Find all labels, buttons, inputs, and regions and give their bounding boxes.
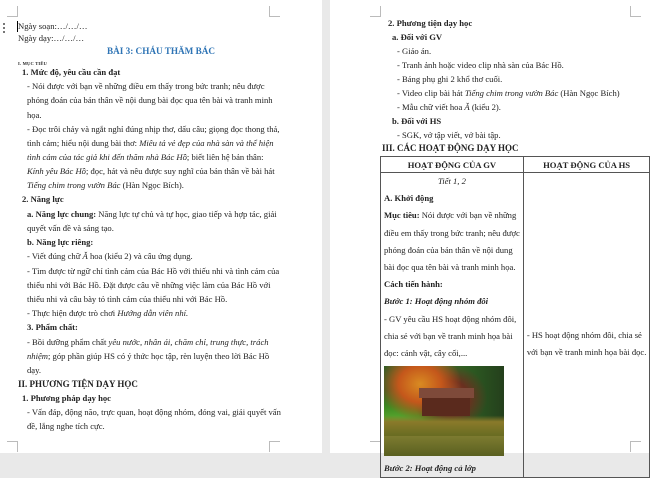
text-run: - Bồi dưỡng phẩm chất	[27, 337, 109, 347]
hs-step1-line: với bạn về tranh minh họa bài đọc.	[526, 347, 647, 358]
text-run-italic: Miêu tả vẻ đẹp của nhà sàn và thể hiện	[139, 138, 274, 148]
paragraph-line[interactable]: - Nói được với bạn về những điều em thấy trong bức tranh; nêu được	[27, 81, 265, 91]
list-item[interactable]: - Bảng phụ ghi 2 khổ thơ cuối.	[397, 74, 503, 84]
paragraph-line[interactable]: dạy.	[27, 365, 41, 375]
paragraph-line[interactable]: - Tìm được từ ngữ chỉ tình cảm của Bác Hồ với thiếu nhi và tình cảm của	[27, 266, 280, 276]
column-header-hs[interactable]: HOẠT ĐỘNG CỦA HS	[523, 157, 650, 173]
spacer	[527, 173, 647, 327]
step1-heading: Bước 1: Hoạt động nhóm đôi	[384, 296, 489, 307]
crop-mark	[630, 6, 641, 17]
ii1-heading[interactable]: 1. Phương pháp dạy học	[22, 393, 111, 403]
gv-activity-cell[interactable]	[381, 173, 524, 478]
paragraph-line[interactable]	[27, 337, 269, 348]
crop-mark	[269, 441, 280, 452]
table-header-row	[381, 157, 650, 173]
step2-heading: Bước 2: Hoạt động cả lớp	[384, 463, 476, 474]
text-run-italic: Tiếng chim trong vườn Bác	[464, 88, 559, 98]
paragraph-line[interactable]: - Vấn đáp, động não, trực quan, hoạt động nhóm, đóng vai, giải quyết vấn	[27, 407, 281, 417]
activities-table[interactable]	[380, 156, 650, 478]
section-iii-heading[interactable]: III. CÁC HOẠT ĐỘNG DẠY HỌC	[382, 143, 519, 153]
date-taught[interactable]: Ngày dạy:…/…/…	[18, 33, 85, 43]
objective-line: phỏng đoán của bản thân về nội dung	[384, 244, 513, 255]
section-i-heading[interactable]: I. MỤC TIÊU	[18, 61, 47, 66]
objective-line: bài đọc qua tên bài và tranh minh họa.	[384, 262, 516, 273]
part-a-heading: A. Khởi động	[384, 193, 434, 204]
crop-mark	[370, 6, 381, 17]
paragraph-line[interactable]: đề, lắng nghe tích cực.	[27, 421, 105, 431]
gv-step1-line: đọc: cảnh vật, cây cối,...	[384, 348, 468, 359]
objective-line	[384, 207, 520, 224]
paragraph-line[interactable]	[27, 251, 193, 262]
gv-step1-line: chia sẻ với bạn về tranh minh họa bài	[384, 330, 513, 341]
crop-mark	[269, 6, 280, 17]
text-run-italic: Ă	[464, 102, 470, 112]
image-water	[384, 436, 504, 456]
paragraph-line[interactable]: quyết vấn đề và sáng tạo.	[27, 223, 114, 233]
text-run: (kiểu 2).	[469, 102, 501, 112]
objective-label: Mục tiêu:	[384, 210, 420, 221]
paragraph-line[interactable]	[27, 180, 184, 191]
paragraph-line[interactable]: thiếu nhi và câu bày tỏ tình cảm của thiếu nhi với Bác Hồ.	[27, 294, 228, 304]
image-house	[422, 398, 470, 416]
date-prepared[interactable]: Ngày soạn:…/…/…	[18, 21, 88, 31]
text-run: Năng lực tự chủ và tự học, giao tiếp và hợp tác, giải	[96, 209, 277, 219]
paragraph-line[interactable]	[27, 209, 277, 220]
period-label: Tiết 1, 2	[437, 176, 466, 186]
text-run-italic: Tiếng chim trong vườn Bác	[27, 180, 121, 190]
text-run: ; đọc, hát và nêu được suy nghĩ của bản thân về bài hát	[85, 166, 275, 176]
text-run-bold: a. Năng lực chung:	[27, 209, 97, 219]
paragraph-line[interactable]	[27, 138, 274, 149]
s2-heading[interactable]: 2. Năng lực	[22, 194, 64, 204]
table-row	[381, 173, 650, 478]
text-run: (Hàn Ngọc Bích).	[120, 180, 184, 190]
text-run: ; góp phần giúp HS có ý thức học tập, rèn luyện theo lời Bác Hồ	[48, 351, 270, 361]
document-page-left	[0, 0, 322, 453]
text-run: (Hàn Ngọc Bích)	[558, 88, 620, 98]
text-run: - Mẫu chữ viết hoa	[397, 102, 465, 112]
objective-line: điều em thấy trong bức tranh; nêu được	[384, 227, 520, 238]
paragraph-line[interactable]	[27, 308, 188, 319]
text-run: Nói được với bạn về những	[419, 210, 517, 221]
ho-chi-minh-stilt-house-image[interactable]	[384, 366, 504, 456]
text-run: tình cảm; hiểu nội dung bài thơ:	[27, 138, 140, 148]
drag-handle-icon[interactable]	[3, 23, 6, 35]
text-run-italic: nhiệm	[27, 351, 49, 361]
paragraph-line[interactable]	[27, 152, 264, 163]
text-run: ; biết liên hệ bản thân:	[186, 152, 264, 162]
text-run: hoa (kiểu 2) và câu ứng dụng.	[87, 251, 193, 261]
s1-heading[interactable]: 1. Mức độ, yêu cầu cần đạt	[22, 67, 121, 77]
text-run-italic: tình cảm của tác giả khi đến thăm nhà Bác Hồ	[27, 152, 187, 162]
s2b-heading[interactable]: b. Năng lực riêng:	[27, 237, 94, 247]
list-item[interactable]: - Tranh ảnh hoặc video clip nhà sàn của Bác Hồ.	[397, 60, 564, 70]
text-run: - Thực hiện được trò chơi	[27, 308, 118, 318]
column-header-gv[interactable]: HOẠT ĐỘNG CỦA GV	[381, 157, 524, 173]
crop-mark	[7, 6, 18, 17]
text-run-italic: yêu nước, nhân ái, chăm chỉ, trung thực, trách	[108, 337, 269, 347]
paragraph-line[interactable]: thiếu nhi với Bác Hồ. Đặt được câu về những việc làm của Bác Hồ với	[27, 280, 271, 290]
text-run: - Video clip bài hát	[397, 88, 465, 98]
paragraph-line[interactable]	[27, 166, 275, 177]
procedure-label: Cách tiến hành:	[384, 279, 443, 290]
ii2-heading[interactable]: 2. Phương tiện dạy học	[388, 18, 473, 28]
image-roof	[419, 388, 474, 398]
text-run: - Viết đúng chữ	[27, 251, 83, 261]
paragraph-line[interactable]: phỏng đoán của bản thân về nội dung bài đọc qua tên bài và tranh minh	[27, 95, 273, 105]
hs-step1-line: - HS hoạt động nhóm đôi, chia sẻ	[526, 330, 642, 340]
list-item[interactable]	[397, 102, 501, 113]
s3-heading[interactable]: 3. Phẩm chất:	[27, 322, 78, 332]
list-item[interactable]: - SGK, vở tập viết, vở bài tập.	[397, 130, 501, 140]
text-run-italic: Hướng dẫn viên nhí.	[117, 308, 189, 318]
crop-mark	[7, 441, 18, 452]
document-page-right	[330, 0, 650, 474]
list-item[interactable]	[397, 88, 620, 99]
ii2b-heading[interactable]: b. Đối với HS	[392, 116, 442, 126]
paragraph-line[interactable]: - Đọc trôi chảy và ngắt nghỉ đúng nhịp thơ, dấu câu; giọng đọc thong thả,	[27, 124, 280, 134]
list-item[interactable]: - Giáo án.	[397, 46, 432, 56]
gv-step1-line: - GV yêu cầu HS hoạt động nhóm đôi,	[384, 313, 517, 324]
ii2a-heading[interactable]: a. Đối với GV	[392, 32, 443, 42]
text-run-italic: Ă	[82, 251, 88, 261]
lesson-title[interactable]: BÀI 3: CHÁU THĂM BÁC	[106, 46, 216, 56]
paragraph-line[interactable]	[27, 351, 269, 362]
section-ii-heading[interactable]: II. PHƯƠNG TIỆN DẠY HỌC	[18, 379, 138, 389]
paragraph-line[interactable]: họa.	[27, 110, 42, 120]
text-run-italic: Kính yêu Bác Hồ	[27, 166, 86, 176]
hs-activity-cell[interactable]	[523, 173, 650, 478]
